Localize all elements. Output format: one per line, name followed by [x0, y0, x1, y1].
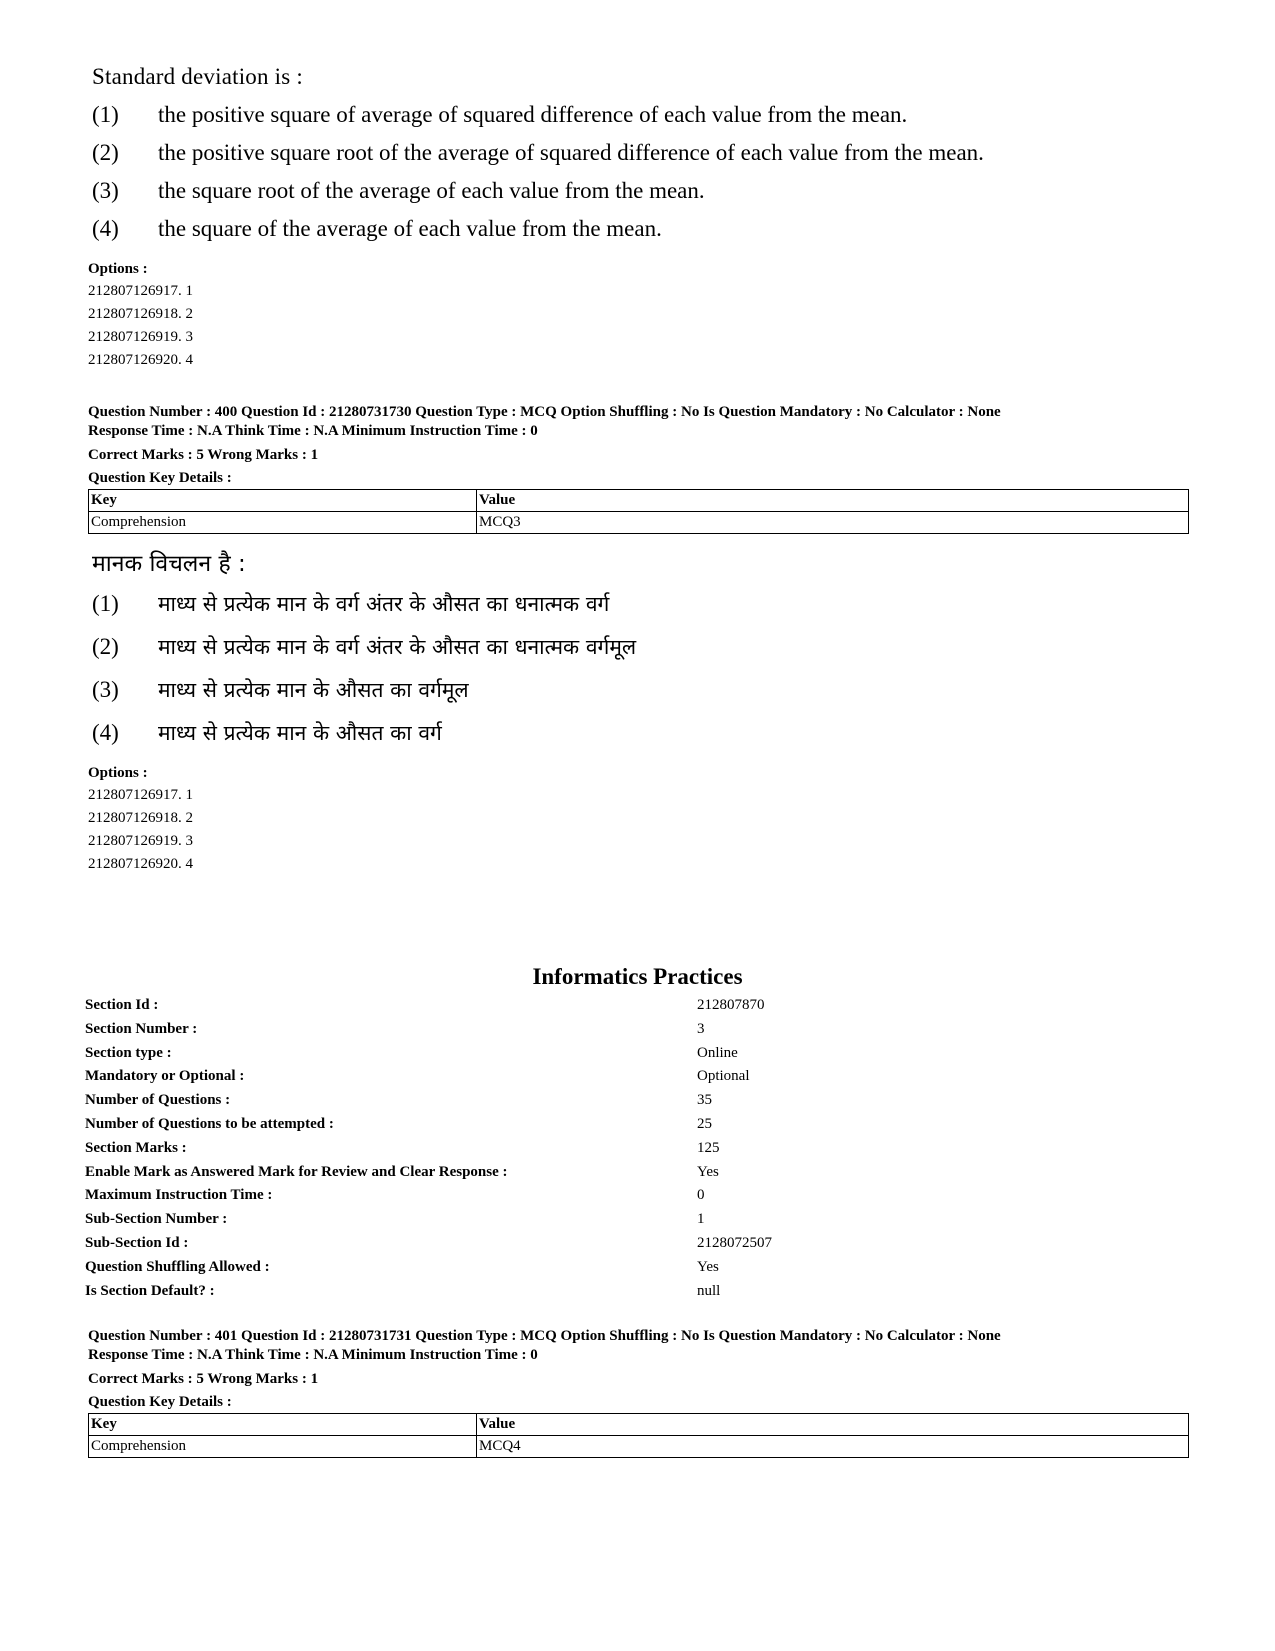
section-row: Is Section Default? : null [85, 1282, 721, 1299]
section-info [85, 997, 885, 1306]
section-row: Mandatory or Optional : Optional [85, 1068, 750, 1085]
key-details-label: Question Key Details : [88, 1394, 232, 1410]
answer-choice-2: (2) the positive square root of the average of squared difference of each value from the mean. [92, 140, 984, 165]
table-row [89, 1436, 1189, 1458]
section-row: Section Number : 3 [85, 1020, 705, 1037]
question-meta: Question Number : 400 Question Id : 21280731730 Question Type : MCQ Option Shuffling : No Is Question Mandatory : No Calculator : None Response Time : N.A Think Time : N.A Minimum Instruction Time : 0 [88, 404, 1001, 439]
answer-choice-3: (3) माध्य से प्रत्येक मान के औसत का वर्गमूल [92, 677, 469, 702]
answer-choice-3: (3) the square root of the average of each value from the mean. [92, 178, 705, 203]
section-row: Enable Mark as Answered Mark for Review and Clear Response : Yes [85, 1163, 719, 1180]
section-row: Section type : Online [85, 1044, 738, 1061]
option-id: 212807126920. 4 [88, 856, 193, 872]
key-details-label: Question Key Details : [88, 470, 232, 486]
answer-choice-1: (1) माध्य से प्रत्येक मान के वर्ग अंतर के औसत का धनात्मक वर्ग [92, 591, 610, 616]
section-row: Section Marks : 125 [85, 1139, 720, 1156]
option-id: 212807126918. 2 [88, 306, 193, 322]
key-details-table [88, 489, 1189, 534]
option-id: 212807126919. 3 [88, 833, 193, 849]
section-row: Number of Questions : 35 [85, 1092, 712, 1109]
table-cell: Comprehension [89, 1436, 477, 1458]
table-header: Value [477, 490, 1189, 512]
table-header: Key [89, 1414, 477, 1436]
section-row: Question Shuffling Allowed : Yes [85, 1258, 719, 1275]
table-header: Key [89, 490, 477, 512]
table-cell: MCQ3 [477, 512, 1189, 534]
options-label: Options : [88, 765, 148, 781]
answer-choice-2: (2) माध्य से प्रत्येक मान के वर्ग अंतर के औसत का धनात्मक वर्गमूल [92, 634, 637, 659]
option-id: 212807126918. 2 [88, 810, 193, 826]
table-cell: Comprehension [89, 512, 477, 534]
option-id: 212807126920. 4 [88, 352, 193, 368]
table-header: Value [477, 1414, 1189, 1436]
section-row: Sub-Section Id : 2128072507 [85, 1234, 772, 1251]
section-row: Section Id : 212807870 [85, 997, 765, 1013]
marks-info: Correct Marks : 5 Wrong Marks : 1 [88, 1371, 319, 1387]
section-title: Informatics Practices [532, 964, 743, 989]
section-row: Maximum Instruction Time : 0 [85, 1187, 705, 1204]
answer-choice-4: (4) माध्य से प्रत्येक मान के औसत का वर्ग [92, 720, 442, 745]
table-row [89, 512, 1189, 534]
key-details-table [88, 1413, 1189, 1458]
option-id: 212807126917. 1 [88, 787, 193, 803]
table-row [89, 490, 1189, 512]
section-row: Sub-Section Number : 1 [85, 1211, 705, 1228]
answer-choice-4: (4) the square of the average of each value from the mean. [92, 216, 662, 241]
marks-info: Correct Marks : 5 Wrong Marks : 1 [88, 447, 319, 463]
option-id: 212807126919. 3 [88, 329, 193, 345]
table-cell: MCQ4 [477, 1436, 1189, 1458]
question-text: Standard deviation is : [92, 64, 303, 89]
table-row [89, 1414, 1189, 1436]
option-id: 212807126917. 1 [88, 283, 193, 299]
options-label: Options : [88, 261, 148, 277]
section-row: Number of Questions to be attempted : 25 [85, 1115, 712, 1132]
question-text-hindi: मानक विचलन है : [92, 551, 246, 577]
answer-choice-1: (1) the positive square of average of squared difference of each value from the mean. [92, 102, 908, 127]
question-meta: Question Number : 401 Question Id : 21280731731 Question Type : MCQ Option Shuffling : No Is Question Mandatory : No Calculator : None Response Time : N.A Think Time : N.A Minimum Instruction Time : 0 [88, 1328, 1001, 1363]
